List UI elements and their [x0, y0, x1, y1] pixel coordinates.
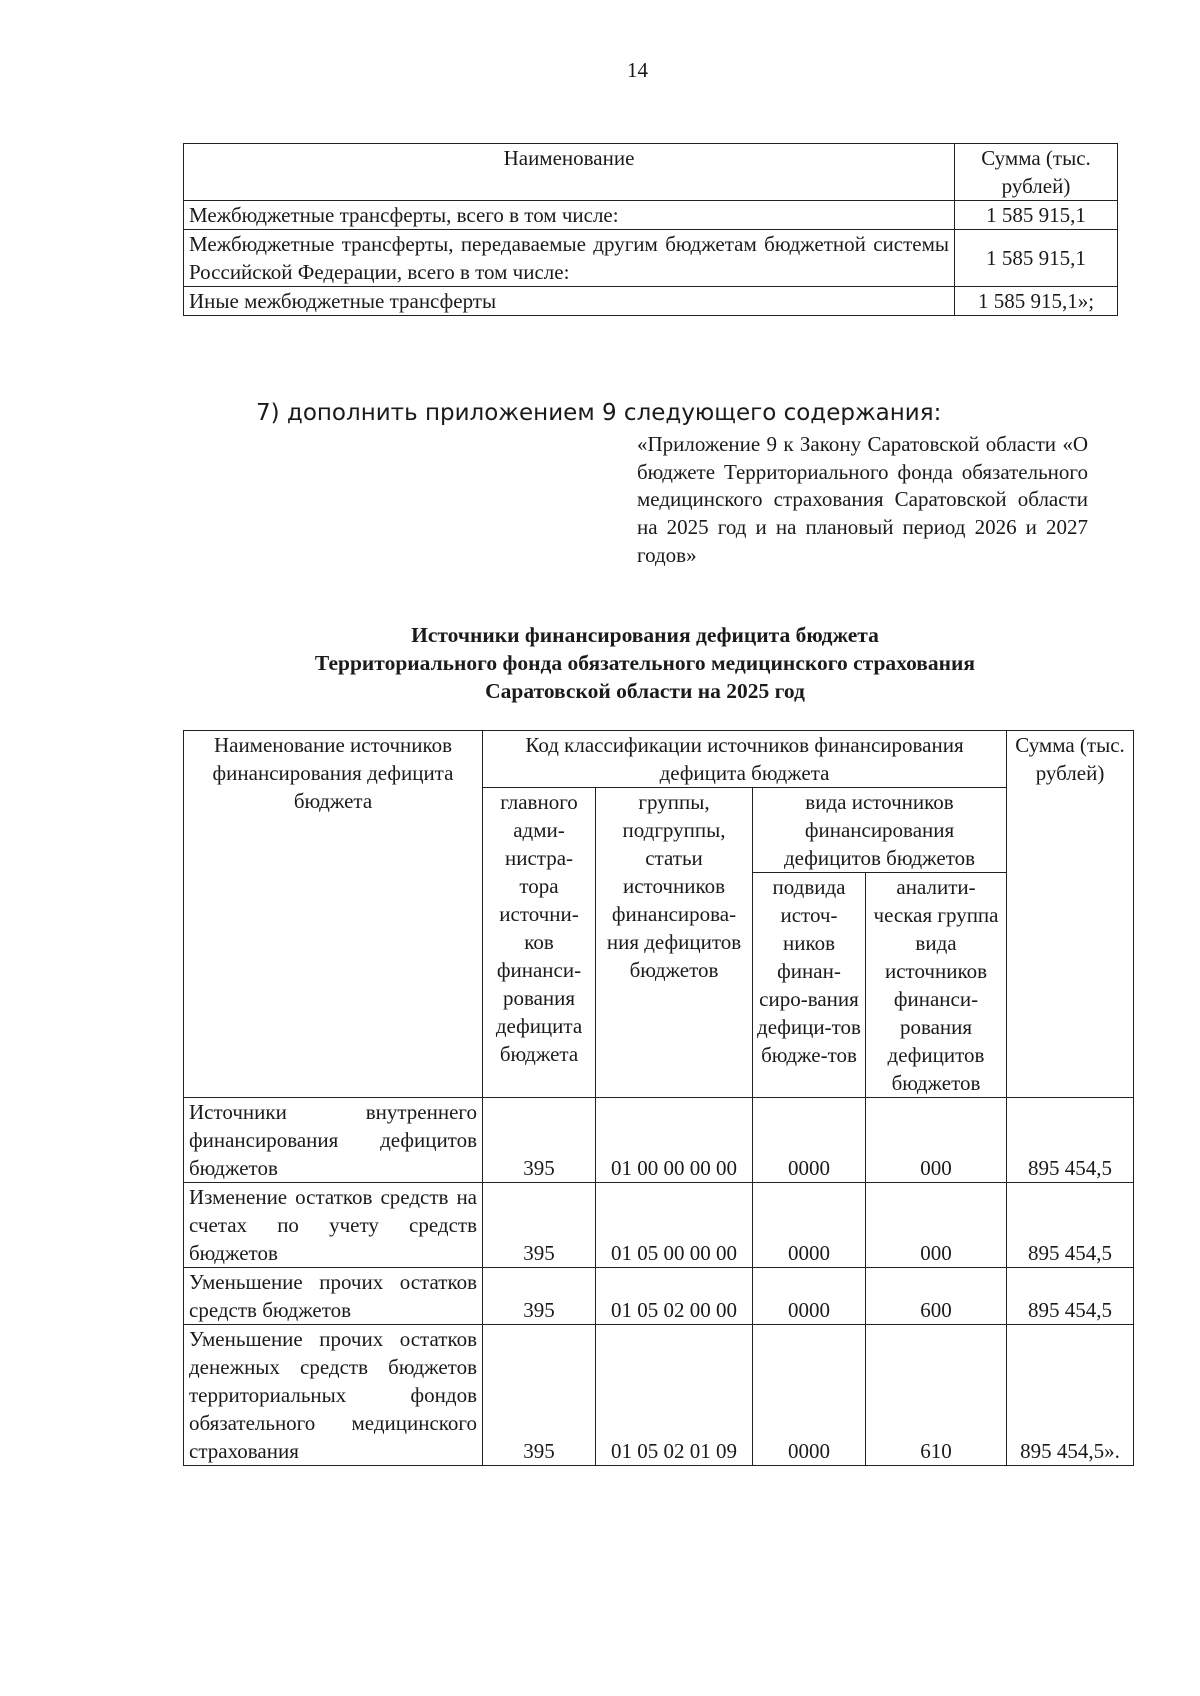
- row-name: Уменьшение прочих остатков средств бюджетов: [184, 1268, 483, 1325]
- row-sum: 895 454,5: [1007, 1183, 1134, 1268]
- table-row: [184, 1325, 1134, 1466]
- row-subkind-code: 0000: [753, 1183, 866, 1268]
- column-header-admin: главного адми-нистра-тора источни-ков финанси-рования дефицита бюджета: [483, 788, 596, 1098]
- table-row: [184, 1098, 1134, 1183]
- title-line-1: Источники финансирования дефицита бюджета: [411, 623, 879, 647]
- row-group-code: 01 00 00 00 00: [596, 1098, 753, 1183]
- column-header-name: Наименование: [184, 144, 955, 201]
- row-name: Иные межбюджетные трансферты: [184, 287, 955, 316]
- column-header-kind: вида источников финансирования дефицитов бюджетов: [753, 788, 1007, 873]
- row-sum: 1 585 915,1»;: [955, 287, 1118, 316]
- intergovernmental-transfers-table: [183, 143, 1118, 316]
- row-name: Межбюджетные трансферты, всего в том числе:: [184, 201, 955, 230]
- row-admin-code: 395: [483, 1098, 596, 1183]
- row-name: Межбюджетные трансферты, передаваемые другим бюджетам бюджетной системы Российской Федерации, всего в том числе:: [184, 230, 955, 287]
- deficit-financing-sources-table: [183, 730, 1134, 1466]
- table-row: [184, 201, 1118, 230]
- row-subkind-code: 0000: [753, 1268, 866, 1325]
- document-title: [200, 621, 1090, 705]
- column-header-name: Наименование источников финансирования дефицита бюджета: [184, 731, 483, 1098]
- row-sum: 895 454,5: [1007, 1098, 1134, 1183]
- title-line-3: Саратовской области на 2025 год: [485, 679, 805, 703]
- column-header-group: группы, подгруппы, статьи источников финансирова-ния дефицитов бюджетов: [596, 788, 753, 1098]
- row-group-code: 01 05 02 01 09: [596, 1325, 753, 1466]
- title-line-2: Территориального фонда обязательного медицинского страхования: [314, 651, 976, 675]
- table-row: [184, 1183, 1134, 1268]
- row-name: Уменьшение прочих остатков денежных средств бюджетов территориальных фондов обязательного медицинского страхования: [184, 1325, 483, 1466]
- table-header-row: [184, 731, 1134, 788]
- row-sum: 895 454,5».: [1007, 1325, 1134, 1466]
- row-admin-code: 395: [483, 1325, 596, 1466]
- table-row: [184, 230, 1118, 287]
- row-analytic-code: 610: [866, 1325, 1007, 1466]
- appendix-reference: «Приложение 9 к Закону Саратовской области «О бюджете Территориального фонда обязательного медицинского страхования Саратовской области на 2025 год и на плановый период 2026 и 2027 годов»: [637, 432, 1088, 567]
- row-group-code: 01 05 02 00 00: [596, 1268, 753, 1325]
- row-group-code: 01 05 00 00 00: [596, 1183, 753, 1268]
- column-header-code-group: Код классификации источников финансирования дефицита бюджета: [483, 731, 1007, 788]
- page-number: 14: [627, 58, 648, 82]
- row-admin-code: 395: [483, 1183, 596, 1268]
- table-row: [184, 1268, 1134, 1325]
- row-analytic-code: 600: [866, 1268, 1007, 1325]
- column-header-sum: Сумма (тыс. рублей): [955, 144, 1118, 201]
- table-row: [184, 287, 1118, 316]
- row-analytic-code: 000: [866, 1098, 1007, 1183]
- table-header-row: [184, 144, 1118, 201]
- row-name: Изменение остатков средств на счетах по учету средств бюджетов: [184, 1183, 483, 1268]
- row-sum: 1 585 915,1: [955, 201, 1118, 230]
- column-header-subkind: подвида источ-ников финан-сиро-вания дефици-тов бюдже-тов: [753, 873, 866, 1098]
- row-admin-code: 395: [483, 1268, 596, 1325]
- row-analytic-code: 000: [866, 1183, 1007, 1268]
- row-sum: 895 454,5: [1007, 1268, 1134, 1325]
- column-header-sum: Сумма (тыс. рублей): [1007, 731, 1134, 1098]
- row-subkind-code: 0000: [753, 1325, 866, 1466]
- row-subkind-code: 0000: [753, 1098, 866, 1183]
- amendment-item-7: 7) дополнить приложением 9 следующего содержания:: [256, 400, 942, 426]
- row-sum: 1 585 915,1: [955, 230, 1118, 287]
- row-name: Источники внутреннего финансирования дефицитов бюджетов: [184, 1098, 483, 1183]
- column-header-analytic: аналити-ческая группа вида источников финанси-рования дефицитов бюджетов: [866, 873, 1007, 1098]
